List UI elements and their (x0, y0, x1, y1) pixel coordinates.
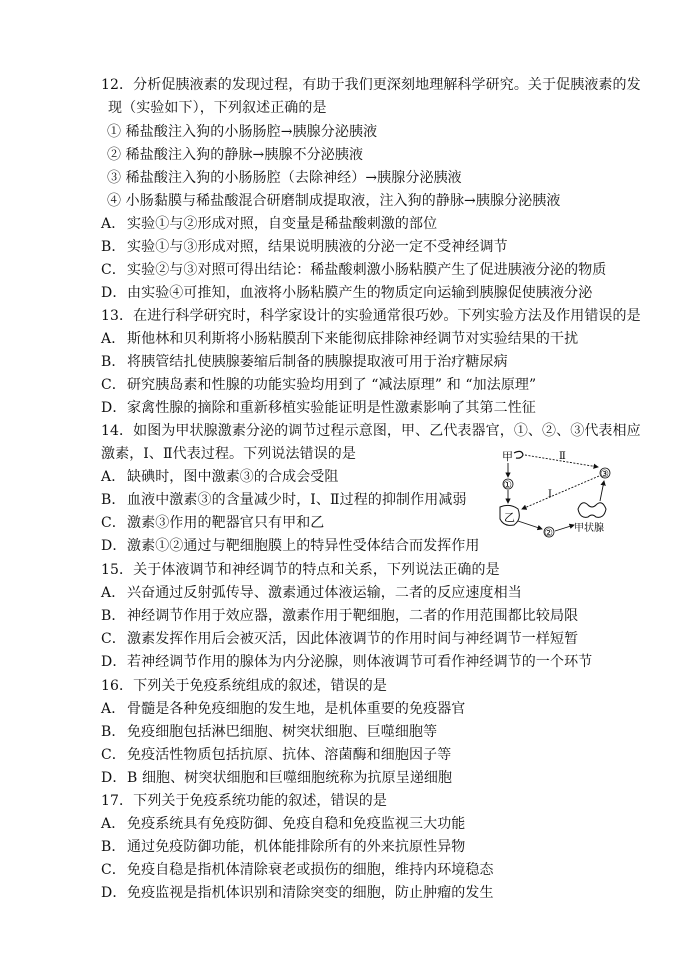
option-12-d (101, 284, 592, 302)
question-text: 在进行科学研究时，科学家设计的实验通常很巧妙。下列实验方法及作用错误的是 (133, 308, 641, 324)
option-text: 免疫监视是指机体识别和清除突变的细胞，防止肿瘤的发生 (127, 885, 494, 901)
thyroid-icon (578, 503, 606, 518)
option-text: 实验②与③对照可得出结论：稀盐酸刺激小肠粘膜产生了促进胰液分泌的物质 (127, 262, 607, 278)
option-label: A． (101, 469, 126, 485)
option-label: D． (101, 400, 127, 416)
option-label: C． (101, 377, 126, 393)
option-15-a (101, 584, 522, 602)
experiment-item-3: ③ 稀盐酸注入狗的小肠肠腔（去除神经）→胰腺分泌胰液 (107, 170, 462, 186)
option-17-a (101, 815, 465, 833)
option-label: D． (101, 538, 127, 554)
experiment-item-4: ④ 小肠黏膜与稀盐酸混合研磨制成提取液，注入狗的静脉→胰腺分泌胰液 (107, 193, 561, 209)
option-label: C． (101, 747, 126, 763)
option-12-a (101, 215, 437, 233)
option-text: 骨髓是各种免疫细胞的发生地，是机体重要的免疫器官 (127, 701, 466, 717)
process-ii-label: Ⅱ (559, 451, 566, 462)
question-text: 下列关于免疫系统功能的叙述，错误的是 (133, 793, 387, 809)
option-label: B． (101, 724, 126, 740)
option-12-c (101, 261, 606, 279)
thyroid-label: 甲状腺 (574, 523, 604, 534)
option-label: C． (101, 862, 126, 878)
question-15-stem (101, 561, 500, 579)
thyroid-regulation-diagram (492, 447, 620, 543)
option-text: 通过免疫防御功能，机体能排除所有的外来抗原性异物 (127, 839, 466, 855)
question-14-stem-line-1 (101, 422, 641, 440)
option-16-b (101, 723, 437, 741)
option-label: C． (101, 515, 126, 531)
option-text: 将胰管结扎使胰腺萎缩后制备的胰腺提取液可用于治疗糖尿病 (127, 354, 508, 370)
arrow-yi-to-h2 (518, 521, 542, 529)
question-number: 12． (101, 77, 134, 93)
option-label: D． (101, 654, 127, 670)
option-14-c (101, 514, 324, 532)
question-13-stem (101, 307, 641, 325)
option-text: 免疫自稳是指机体清除衰老或损伤的细胞，维持内环境稳态 (127, 862, 494, 878)
option-17-c (101, 861, 494, 879)
option-17-b (101, 838, 465, 856)
experiment-item-1: ① 稀盐酸注入狗的小肠肠腔→胰腺分泌胰液 (107, 124, 378, 140)
hormone-1-label: ① (503, 480, 512, 491)
question-number: 14． (101, 423, 134, 439)
hormone-3-label: ③ (600, 469, 609, 480)
question-14-stem-line-2: 激素，Ⅰ、Ⅱ代表过程。下列说法错误的是 (101, 446, 356, 462)
question-number: 16． (101, 678, 134, 694)
question-number: 13． (101, 308, 134, 324)
option-14-d (101, 537, 480, 555)
option-16-d (101, 769, 452, 787)
option-label: D． (101, 770, 127, 786)
option-15-d (101, 653, 592, 671)
option-label: A． (101, 331, 126, 347)
option-label: D． (101, 885, 127, 901)
option-text: 激素③作用的靶器官只有甲和乙 (127, 515, 325, 531)
option-text: 血液中激素③的含量减少时，Ⅰ、Ⅱ过程的抑制作用减弱 (127, 492, 467, 508)
arrow-h2-to-thyroid (555, 525, 574, 531)
option-text: 若神经调节作用的腺体为内分泌腺，则体液调节可看作神经调节的一个环节 (127, 654, 593, 670)
arrow-thyroid-to-h3 (600, 481, 604, 501)
option-text: 斯他林和贝利斯将小肠粘膜刮下来能彻底排除神经调节对实验结果的干扰 (127, 331, 579, 347)
option-label: B． (101, 492, 126, 508)
hypothalamus-icon (514, 451, 523, 458)
option-17-d (101, 884, 494, 902)
option-15-c (101, 630, 578, 648)
option-label: C． (101, 631, 126, 647)
option-text: 缺碘时，图中激素③的合成会受阻 (127, 469, 339, 485)
option-16-a (101, 700, 465, 718)
option-12-b (101, 238, 508, 256)
option-label: B． (101, 839, 126, 855)
option-label: C． (101, 262, 126, 278)
question-text: 关于体液调节和神经调节的特点和关系，下列说法正确的是 (133, 562, 500, 578)
option-label: D． (101, 285, 127, 301)
option-text: 免疫活性物质包括抗原、抗体、溶菌酶和细胞因子等 (127, 747, 452, 763)
option-text: 免疫系统具有免疫防御、免疫自稳和免疫监视三大功能 (127, 816, 466, 832)
question-text: 下列关于免疫系统组成的叙述，错误的是 (133, 678, 387, 694)
option-13-b (101, 353, 508, 371)
option-text: 由实验④可推知，血液将小肠粘膜产生的物质定向运输到胰腺促使胰液分泌 (127, 285, 593, 301)
option-13-c (101, 376, 536, 394)
question-12-stem-line-2: 现（实验如下），下列叙述正确的是 (108, 100, 327, 116)
question-number: 17． (101, 793, 134, 809)
option-14-b (101, 491, 467, 509)
hormone-2-label: ② (544, 528, 553, 539)
option-label: A． (101, 816, 126, 832)
option-text: 免疫细胞包括淋巴细胞、树突状细胞、巨噬细胞等 (127, 724, 438, 740)
option-14-a (101, 468, 339, 486)
option-text: 家禽性腺的摘除和重新移植实验能证明是性激素影响了其第二性征 (127, 400, 536, 416)
option-text: 神经调节作用于效应器，激素作用于靶细胞，二者的作用范围都比较局限 (127, 608, 579, 624)
process-i-label: Ⅰ (548, 489, 552, 500)
question-12-stem-line-1 (101, 76, 641, 94)
organ-yi-label: 乙 (504, 511, 515, 524)
option-text: 激素①②通过与靶细胞膜上的特异性受体结合而发挥作用 (127, 538, 480, 554)
option-15-b (101, 607, 578, 625)
option-16-c (101, 746, 451, 764)
option-label: B． (101, 608, 126, 624)
organ-jia-label: 甲 (502, 450, 513, 463)
option-label: A． (101, 701, 126, 717)
experiment-item-2: ② 稀盐酸注入狗的静脉→胰腺不分泌胰液 (107, 147, 364, 163)
option-text: 实验①与③形成对照，结果说明胰液的分泌一定不受神经调节 (127, 239, 508, 255)
question-16-stem (101, 677, 387, 695)
option-label: A． (101, 216, 126, 232)
option-text: B 细胞、树突状细胞和巨噬细胞统称为抗原呈递细胞 (127, 770, 453, 786)
option-label: A． (101, 585, 126, 601)
question-text: 如图为甲状腺激素分泌的调节过程示意图，甲、乙代表器官，①、②、③代表相应 (133, 423, 641, 439)
option-label: B． (101, 354, 126, 370)
option-text: 实验①与②形成对照，自变量是稀盐酸刺激的部位 (127, 216, 438, 232)
question-text: 分析促胰液素的发现过程，有助于我们更深刻地理解科学研究。关于促胰液素的发 (133, 77, 641, 93)
option-text: 研究胰岛素和性腺的功能实验均用到了 “减法原理” 和 “加法原理” (127, 377, 537, 393)
option-text: 激素发挥作用后会被灭活，因此体液调节的作用时间与神经调节一样短暂 (127, 631, 579, 647)
option-text: 兴奋通过反射弧传导、激素通过体液运输，二者的反应速度相当 (127, 585, 522, 601)
question-number: 15． (101, 562, 134, 578)
option-label: B． (101, 239, 126, 255)
question-17-stem (101, 792, 387, 810)
option-13-d (101, 399, 536, 417)
option-13-a (101, 330, 578, 348)
